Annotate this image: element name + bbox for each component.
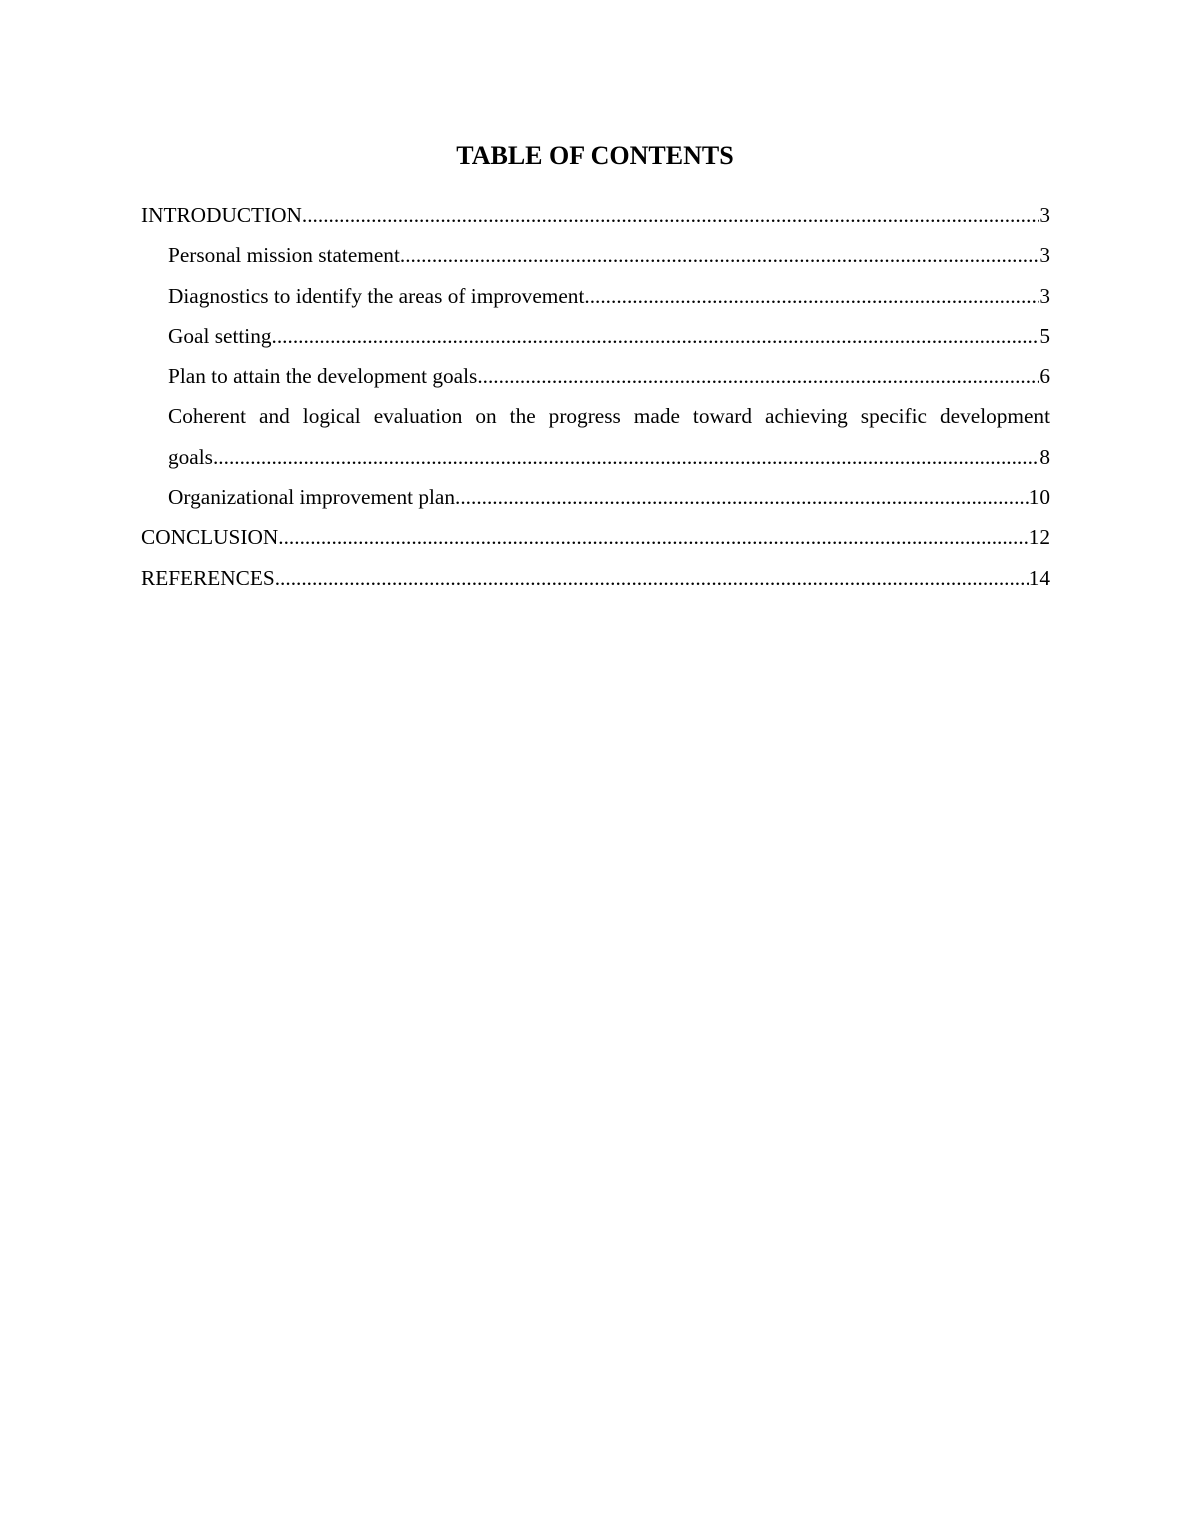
toc-entry-label: Diagnostics to identify the areas of improvement [168,283,585,308]
toc-entry-label: Goal setting [168,323,272,348]
toc-entry-goal-setting[interactable] [141,316,1050,356]
dot-leader [477,356,1039,396]
dot-leader [275,558,1029,598]
toc-entry-label: Plan to attain the development goals [168,364,478,389]
toc-entry-label-line1: Coherent and logical evaluation on the progress made toward achieving specific development [168,404,1050,429]
toc-entry-second-line [168,437,1050,477]
toc-entry-references[interactable] [141,558,1050,598]
toc-page-number: 12 [1028,525,1050,550]
dot-leader [213,437,1039,477]
toc-page-number: 14 [1028,565,1050,590]
toc-entry-plan-development-goals[interactable] [141,356,1050,396]
toc-list [141,195,1050,598]
toc-entry-label: INTRODUCTION [141,203,302,227]
dot-leader [455,477,1029,517]
dot-leader [400,235,1039,275]
toc-page-number: 6 [1039,364,1050,389]
toc-title: TABLE OF CONTENTS [456,141,734,170]
toc-entry-label: Personal mission statement [168,243,400,268]
toc-entry-organizational-improvement-plan[interactable] [141,477,1050,517]
toc-entry-introduction[interactable] [141,195,1050,235]
toc-entry-diagnostics[interactable] [141,276,1050,316]
dot-leader [302,195,1039,235]
dot-leader [584,276,1039,316]
dot-leader [272,316,1040,356]
toc-page-number: 3 [1039,203,1050,227]
toc-page-number: 8 [1039,444,1050,469]
toc-entry-personal-mission-statement[interactable] [141,235,1050,275]
toc-entry-label: Organizational improvement plan [168,485,456,510]
toc-page-number: 3 [1039,243,1050,268]
toc-entry-label: REFERENCES [141,565,275,590]
toc-entry-label-line2: goals [168,444,213,469]
toc-page-number: 3 [1039,283,1050,308]
toc-entry-conclusion[interactable] [141,517,1050,557]
toc-entry-coherent-evaluation[interactable] [141,396,1050,477]
toc-page-number: 5 [1039,323,1050,348]
toc-page-number: 10 [1028,485,1050,510]
toc-entry-label: CONCLUSION [141,525,279,550]
dot-leader [278,517,1028,557]
